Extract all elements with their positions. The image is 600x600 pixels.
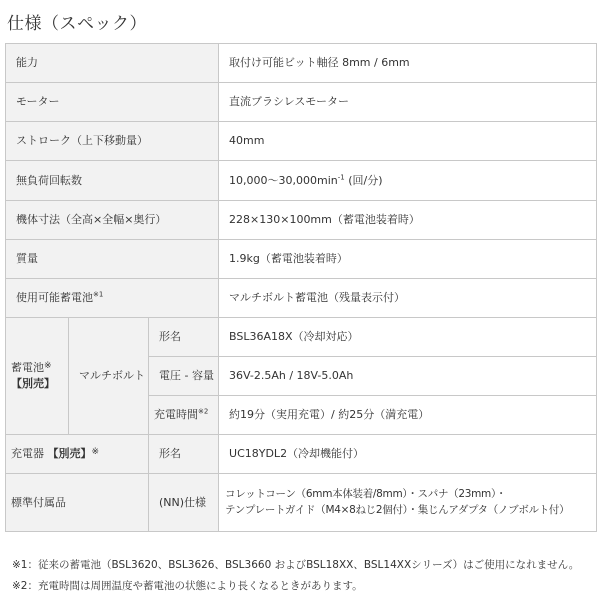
capacity-value: 取付け可能ビット軸径 8mm / 6mm <box>219 44 597 83</box>
spec-row-charger <box>6 435 597 474</box>
charger-model-value: UC18YDL2（冷却機能付） <box>219 435 597 474</box>
spec-row-stroke <box>6 122 597 161</box>
motor-label: モーター <box>6 83 219 122</box>
mass-label: 質量 <box>6 240 219 279</box>
accessories-value-line1: コレットコーン（6mm本体装着/8mm）・スパナ（23mm）・ <box>225 488 507 501</box>
usable-battery-note-mark: ※1 <box>93 290 104 299</box>
spec-row-dimensions <box>6 201 597 240</box>
stroke-label: ストローク（上下移動量） <box>6 122 219 161</box>
no-load-speed-label: 無負荷回転数 <box>6 161 219 201</box>
charger-note-mark: ※ <box>91 447 100 458</box>
battery-charge-time-value: 約19分（実用充電）/ 約25分（満充電） <box>219 396 597 435</box>
spec-table <box>5 43 597 532</box>
spec-row-usable-battery <box>6 279 597 318</box>
usable-battery-label <box>6 279 219 318</box>
footnotes <box>12 555 579 597</box>
stroke-value: 40mm <box>219 122 597 161</box>
battery-model-value: BSL36A18X（冷却対応） <box>219 318 597 357</box>
spec-row-mass <box>6 240 597 279</box>
charger-label-text: 充電器 <box>11 447 44 461</box>
charger-sold-separately: 【別売】 <box>47 447 92 461</box>
accessories-key: (NN)仕様 <box>149 474 219 532</box>
charger-model-key: 形名 <box>149 435 219 474</box>
page-title: 仕様（スペック） <box>7 14 147 34</box>
battery-voltage-key: 電圧 - 容量 <box>149 357 219 396</box>
battery-note-mark: ※ <box>44 361 52 372</box>
spec-row-accessories <box>6 474 597 532</box>
spec-row-motor <box>6 83 597 122</box>
dimensions-value: 228×130×100mm（蓄電池装着時） <box>219 201 597 240</box>
footnote-1: ※1：従来の蓄電池（BSL3620、BSL3626、BSL3660 およびBSL18XX、BSL14XXシリーズ）はご使用になれません。 <box>12 559 580 571</box>
battery-label <box>6 318 69 435</box>
spec-row-no-load-speed <box>6 161 597 201</box>
footnote-2: ※2：充電時間は周囲温度や蓄電池の状態により長くなるときがあります。 <box>12 580 363 592</box>
mass-value: 1.9kg（蓄電池装着時） <box>219 240 597 279</box>
charger-label <box>6 435 149 474</box>
spec-row-battery-model <box>6 318 597 357</box>
motor-value: 直流ブラシレスモーター <box>219 83 597 122</box>
battery-label-text: 蓄電池 <box>11 361 44 375</box>
battery-voltage-value: 36V-2.5Ah / 18V-5.0Ah <box>219 357 597 396</box>
usable-battery-label-text: 使用可能蓄電池 <box>16 291 93 305</box>
no-load-speed-unit: (回/分) <box>344 173 383 187</box>
no-load-speed-exponent: -1 <box>337 172 345 181</box>
battery-sold-separately: 【別売】 <box>11 377 55 390</box>
charge-time-note-mark: ※2 <box>198 407 209 416</box>
battery-model-key: 形名 <box>149 318 219 357</box>
battery-charge-time-key <box>149 396 219 435</box>
battery-type: マルチボルト <box>69 318 149 435</box>
spec-row-capacity <box>6 44 597 83</box>
capacity-label: 能力 <box>6 44 219 83</box>
accessories-value <box>219 474 597 532</box>
battery-label-line1 <box>11 360 63 376</box>
usable-battery-value: マルチボルト蓄電池（残量表示付） <box>219 279 597 318</box>
accessories-value-line2: テンプレートガイド（M4×8ねじ2個付）・集じんアダプタ（ノブボルト付） <box>225 503 570 516</box>
charge-time-key-text: 充電時間 <box>154 408 198 422</box>
dimensions-label: 機体寸法（全高×全幅×奥行） <box>6 201 219 240</box>
no-load-speed-value <box>219 161 597 201</box>
accessories-label: 標準付属品 <box>6 474 149 532</box>
no-load-speed-number: 10,000～30,000min <box>229 173 338 187</box>
